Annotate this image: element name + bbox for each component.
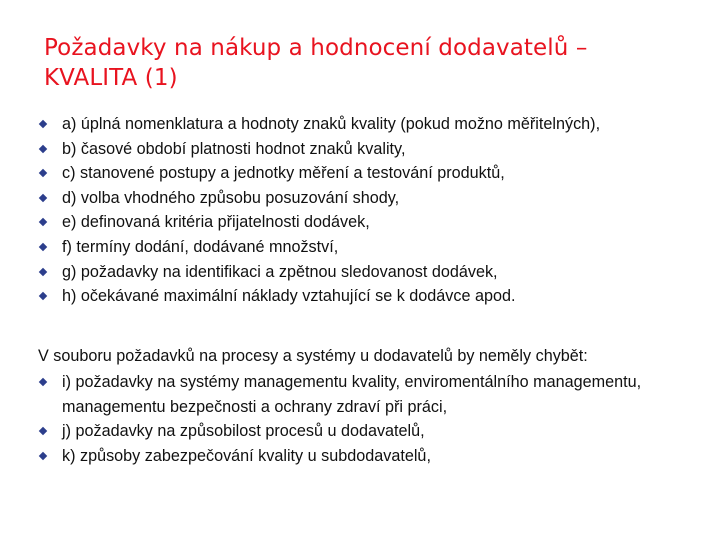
- list-item: [38, 260, 698, 285]
- list-item: [38, 186, 698, 211]
- diamond-bullet-icon: [39, 292, 47, 300]
- list-item: [38, 112, 698, 137]
- list-item-text: e) definovaná kritéria přijatelnosti dodávek,: [62, 213, 370, 232]
- diamond-bullet-icon: [39, 144, 47, 152]
- diamond-bullet-icon: [39, 427, 47, 435]
- diamond-bullet-icon: [39, 452, 47, 460]
- diamond-bullet-icon: [39, 169, 47, 177]
- systems-list: [38, 370, 698, 468]
- list-item-text: i) požadavky na systémy managementu kvality, enviromentálního managementu, managementu bezpečnosti a ochrany zdraví při práci,: [62, 373, 642, 416]
- list-item: [38, 235, 698, 260]
- list-item: [38, 284, 698, 309]
- list-item: [38, 210, 698, 235]
- list-item-text: f) termíny dodání, dodávané množství,: [62, 237, 339, 256]
- diamond-bullet-icon: [39, 218, 47, 226]
- list-item-text: a) úplná nomenklatura a hodnoty znaků kvality (pokud možno měřitelných),: [62, 115, 601, 133]
- diamond-bullet-icon: [39, 194, 47, 202]
- diamond-bullet-icon: [39, 243, 47, 251]
- list-item-text: h) očekávané maximální náklady vztahující se k dodávce apod.: [62, 287, 516, 306]
- list-item-text: b) časové období platnosti hodnot znaků kvality,: [62, 139, 406, 158]
- list-item: [38, 137, 698, 162]
- list-item: [38, 444, 662, 469]
- requirements-list: [38, 112, 698, 309]
- diamond-bullet-icon: [39, 120, 47, 128]
- list-item-text: g) požadavky na identifikaci a zpětnou sledovanost dodávek,: [62, 262, 498, 281]
- diamond-bullet-icon: [39, 267, 47, 275]
- list-item-text: c) stanovené postupy a jednotky měření a testování produktů,: [62, 164, 505, 183]
- list-item: [38, 370, 662, 419]
- list-item-text: k) způsoby zabezpečování kvality u subdodavatelů,: [62, 446, 431, 465]
- systems-intro: V souboru požadavků na procesy a systémy u dodavatelů by neměly chybět:: [38, 347, 588, 365]
- list-item: [38, 419, 662, 444]
- diamond-bullet-icon: [39, 378, 47, 386]
- list-item-text: d) volba vhodného způsobu posuzování shody,: [62, 188, 400, 207]
- slide-title: Požadavky na nákup a hodnocení dodavatelů – KVALITA (1): [44, 35, 588, 91]
- list-item: [38, 161, 698, 186]
- list-item-text: j) požadavky na způsobilost procesů u dodavatelů,: [62, 422, 425, 441]
